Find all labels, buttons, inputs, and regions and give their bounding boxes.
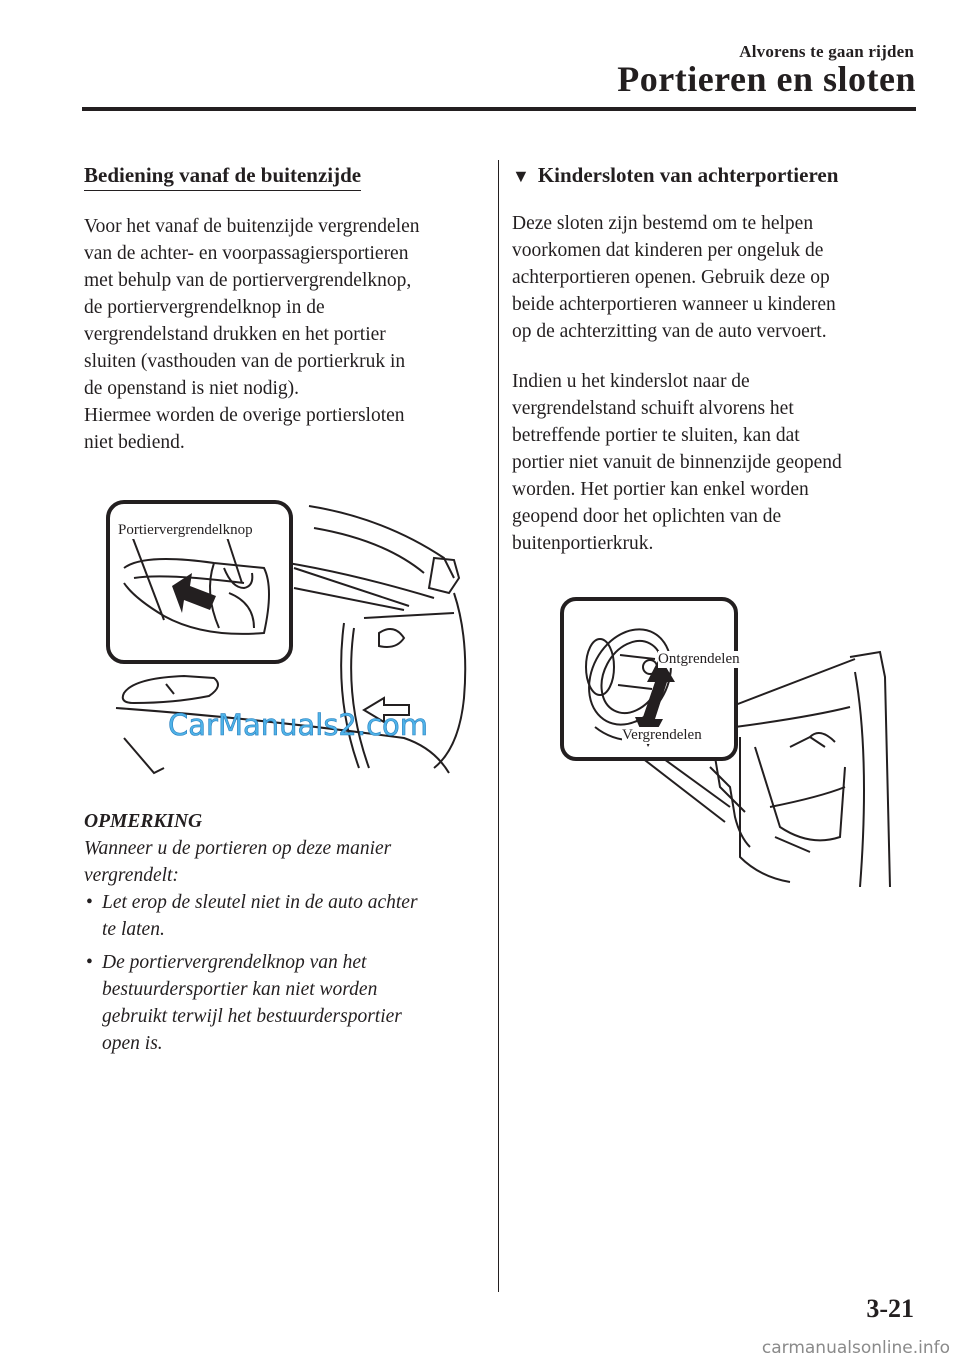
right-column	[512, 163, 922, 887]
child-lock-illustration	[560, 597, 900, 887]
note-intro: Wanneer u de portieren op deze manier vergrendelt:	[84, 838, 392, 886]
door-lock-knob-illustration	[104, 498, 484, 788]
note-bullet-list	[84, 889, 484, 1057]
header-rule	[82, 107, 916, 111]
child-lock-figure	[560, 597, 900, 887]
footer-url: carmanualsonline.info	[761, 1338, 950, 1358]
left-column	[84, 163, 484, 1063]
watermark-text: CarManuals2.com	[168, 708, 429, 742]
outside-operation-paragraph: Voor het vanaf de buitenzijde vergrendelen van de achter- en voorpassagiersportieren met behulp van de portiervergrendelknop, de portiervergrendelknop in de vergrendelstand drukken en het portier sluiten (vasthouden van de portierkruk in de openstand is niet nodig). Hiermee worden de overige portiersloten niet bediend.	[84, 216, 420, 453]
section-heading-child-locks: ▼ Kindersloten van achterportieren	[512, 163, 839, 187]
triangle-marker-icon: ▼	[512, 166, 530, 186]
list-item: • Let erop de sleutel niet in de auto achter te laten.	[86, 892, 418, 940]
running-header-section: Alvorens te gaan rijden	[739, 42, 914, 61]
subheading-outside-operation: Bediening vanaf de buitenzijde	[84, 163, 361, 191]
list-item: • De portiervergrendelknop van het bestuurdersportier kan niet worden gebruikt terwijl het bestuurdersportier open is.	[86, 952, 402, 1054]
column-divider	[498, 160, 499, 1292]
door-lock-knob-figure	[104, 498, 484, 788]
figure-label-lock-knob: Portiervergrendelknop	[118, 522, 253, 538]
figure-label-lock: Vergrendelen	[622, 727, 702, 743]
running-header-title: Portieren en sloten	[617, 59, 916, 99]
child-locks-paragraph-2: Indien u het kinderslot naar de vergrendelstand schuift alvorens het betreffende portier te sluiten, kan dat portier niet vanuit de binnenzijde geopend worden. Het portier kan enkel worden geopend door het oplichten van de buitenportierkruk.	[512, 371, 842, 554]
page-number: 3-21	[866, 1294, 914, 1323]
child-locks-paragraph-1: Deze sloten zijn bestemd om te helpen voorkomen dat kinderen per ongeluk de achterportieren openen. Gebruik deze op beide achterportieren wanneer u kinderen op de achterzitting van de auto vervoert.	[512, 213, 836, 342]
note-title: OPMERKING	[84, 811, 203, 832]
figure-label-unlock: Ontgrendelen	[658, 651, 740, 667]
